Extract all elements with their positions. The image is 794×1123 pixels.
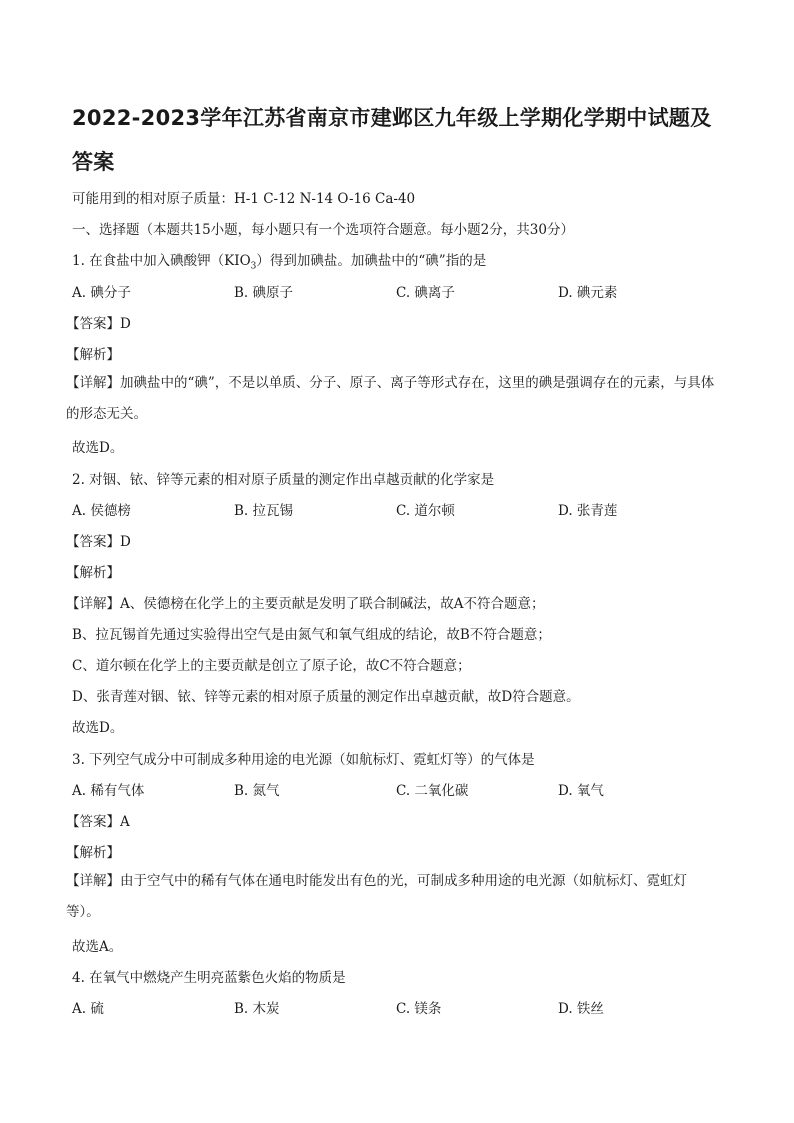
question-3-option-d: D. 氧气 (558, 783, 604, 799)
question-3-option-c: C. 二氧化碳 (396, 783, 469, 799)
question-2-stem: 2. 对铟、铱、锌等元素的相对原子质量的测定作出卓越贡献的化学家是 (72, 472, 495, 488)
question-2-detail-c: C、道尔顿在化学上的主要贡献是创立了原子论，故C不符合题意； (72, 658, 471, 674)
question-1-detail: 【详解】加碘盐中的“碘”，不是以单质、分子、原子、离子等形式存在，这里的碘是强调存在的元素，与具体的形态无关。 (66, 375, 715, 422)
page-title: 2022-2023学年江苏省南京市建邺区九年级上学期化学期中试题及答案 (72, 106, 712, 174)
question-2-option-a: A. 侯德榜 (72, 503, 131, 519)
atomic-mass-note: 可能用到的相对原子质量：H-1 C-12 N-14 O-16 Ca-40 (72, 191, 416, 207)
question-2-detail-d: D、张青莲对铟、铱、锌等元素的相对原子质量的测定作出卓越贡献，故D符合题意。 (72, 689, 580, 705)
question-2-detail-a: 【详解】A、侯德榜在化学上的主要贡献是发明了联合制碱法，故A不符合题意； (66, 596, 545, 612)
question-1-stem: 1. 在食盐中加入碘酸钾$(KIO_3)$得到加碘盐。加碘盐中的“碘”指的是 (72, 253, 487, 272)
question-1-option-b: B. 碘原子 (234, 285, 294, 301)
question-1-conclusion: 故选D。 (72, 440, 124, 456)
question-2-answer: 【答案】D (66, 534, 131, 550)
question-1-option-a: A. 碘分子 (72, 285, 131, 301)
question-1-option-c: C. 碘离子 (396, 285, 455, 301)
question-3-answer: 【答案】A (66, 814, 130, 830)
question-1-analysis-label: 【解析】 (66, 347, 120, 363)
question-3-conclusion: 故选A。 (72, 939, 123, 955)
question-3-analysis-label: 【解析】 (66, 845, 120, 861)
question-4-stem: 4. 在氧气中燃烧产生明亮蓝紫色火焰的物质是 (72, 970, 346, 986)
question-1-option-d: D. 碘元素 (558, 285, 618, 301)
question-2-conclusion: 故选D。 (72, 720, 124, 736)
question-2-analysis-label: 【解析】 (66, 565, 120, 581)
question-2-detail-b: B、拉瓦锡首先通过实验得出空气是由氮气和氧气组成的结论，故B不符合题意； (72, 627, 551, 643)
question-2-option-b: B. 拉瓦锡 (234, 503, 294, 519)
question-4-option-c: C. 镁条 (396, 1001, 442, 1017)
question-3-option-b: B. 氮气 (234, 783, 280, 799)
question-2-option-d: D. 张青莲 (558, 503, 618, 519)
question-3-option-a: A. 稀有气体 (72, 783, 145, 799)
question-4-option-d: D. 铁丝 (558, 1001, 604, 1017)
question-3-stem: 3. 下列空气成分中可制成多种用途的电光源（如航标灯、霓虹灯等）的气体是 (72, 752, 535, 768)
question-4-option-b: B. 木炭 (234, 1001, 280, 1017)
question-4-option-a: A. 硫 (72, 1001, 104, 1017)
question-1-answer: 【答案】D (66, 316, 131, 332)
question-2-option-c: C. 道尔顿 (396, 503, 455, 519)
question-3-detail: 【详解】由于空气中的稀有气体在通电时能发出有色的光，可制成多种用途的电光源（如航标灯、霓虹灯等）。 (66, 873, 687, 920)
section-heading: 一、选择题（本题共15小题，每小题只有一个选项符合题意。每小题2分，共30分） (72, 222, 574, 238)
